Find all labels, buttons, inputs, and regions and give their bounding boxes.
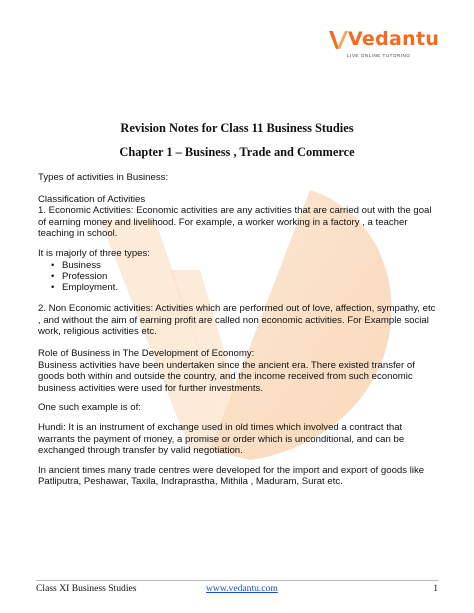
economic-activities-paragraph: 1. Economic Activities: Economic activities are any activities that are carried out with the goal of earning money and livelihood. For example, a worker working in a factory , a teacher teaching in school.	[38, 205, 432, 240]
footer-course-label: Class XI Business Studies	[36, 583, 137, 594]
document-body	[38, 172, 438, 488]
role-heading: Role of Business in The Development of Economy:	[38, 347, 255, 359]
types-list	[38, 260, 438, 294]
footer-website-link[interactable]: www.vedantu.com	[206, 583, 278, 594]
page-number: 1	[433, 583, 438, 594]
vedantu-v-icon	[328, 29, 348, 51]
page-title: Revision Notes for Class 11 Business Studies	[120, 121, 354, 135]
hundi-paragraph: Hundi: It is an instrument of exchange used in old times which involved a contract that warrants the payment of money, a promise or order which is unconditional, and can be exchanged through transfer by valid negotiation.	[38, 421, 405, 457]
types-heading: Types of activities in Business:	[38, 172, 169, 183]
classification-heading: Classification of Activities	[38, 193, 146, 205]
chapter-title: Chapter 1 – Business , Trade and Commerce	[119, 145, 355, 159]
list-item: • Business	[62, 260, 438, 271]
trade-centres-paragraph: In ancient times many trade centres were developed for the import and export of goods like Patliputra, Peshawar, Taxila, Indraprastha, Mithila , Maduram, Surat etc.	[38, 464, 425, 488]
document-header	[0, 120, 474, 160]
logo-wordmark: Vedantu	[348, 28, 440, 50]
role-paragraph: Business activities have been undertaken since the ancient era. There existed transfer of goods both within and outside the country, and the income received from such economic business activities were used for further investments.	[38, 359, 415, 394]
majorly-text: It is majorly of three types:	[38, 247, 150, 259]
vedantu-logo[interactable]	[328, 26, 440, 76]
page-footer	[36, 583, 438, 597]
example-intro: One such example is of:	[38, 402, 141, 414]
logo-tagline: LIVE ONLINE TUTORING	[347, 53, 411, 58]
non-economic-activities-paragraph: 2. Non Economic activities: Activities which are performed out of love, affection, sympathy, etc , and without the aim of earning profit are called non economic activities. For Example social work, religious activities etc.	[38, 303, 436, 338]
list-item: • Profession	[62, 271, 438, 282]
list-item: • Employment.	[62, 282, 438, 293]
footer-divider	[36, 580, 438, 581]
